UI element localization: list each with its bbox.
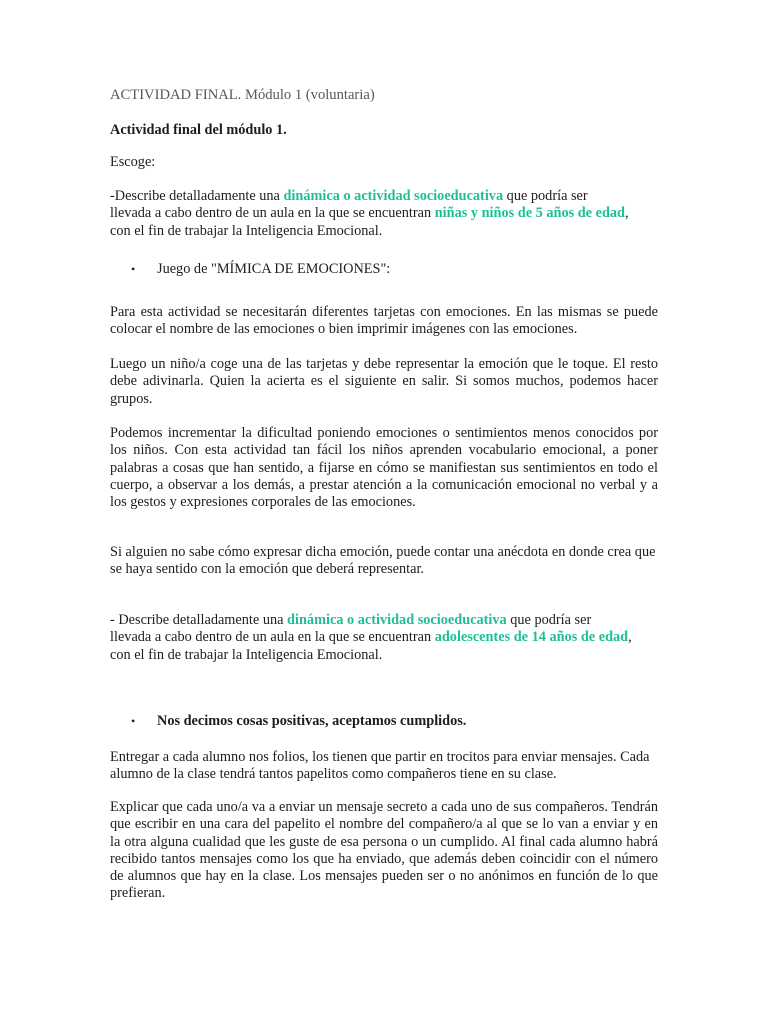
task-1-highlight-age: niñas y niños de 5 años de edad [434, 205, 625, 222]
task-1-prompt [110, 188, 630, 240]
task-1-highlight-activity: dinámica o actividad socioeducativa [283, 188, 504, 204]
task-1-text-a: -Describe detalladamente una [110, 188, 284, 204]
task-2-highlight-activity: dinámica o actividad socioeducativa [287, 612, 507, 628]
paragraph-5: Entregar a cada alumno nos folios, los tienen que partir en trocitos para enviar mensajes. Cada alumno de la clase tendrá tantos papelitos como compañeros tiene en su clase. [110, 749, 650, 783]
task-2-text-a: - Describe detalladamente una [110, 612, 288, 628]
task-2-text-c: , con el fin de trabajar la Inteligencia Emocional. [110, 629, 632, 663]
paragraph-4: Si alguien no sabe cómo expresar dicha emoción, puede contar una anécdota en donde crea que se haya sentido con la emoción que deberá representar. [110, 544, 656, 578]
task-2-prompt [110, 612, 636, 664]
document-header: ACTIVIDAD FINAL. Módulo 1 (voluntaria) [110, 87, 375, 103]
task-2-text-b: que podría ser llevada a cabo dentro de un aula en la que se encuentran [110, 612, 592, 646]
bullet-marker-1: • [131, 262, 136, 276]
paragraph-2: Luego un niño/a coge una de las tarjetas y debe representar la emoción que le toque. El resto debe adivinarla. Quien la acierta es el siguiente en salir. Si somos muchos, podemos hacer grupos. [110, 356, 658, 407]
task-1-text-c: , con el fin de trabajar la Inteligencia Emocional. [110, 205, 629, 239]
task-1-text-b: que podría ser llevada a cabo dentro de un aula en la que se encuentran [110, 188, 588, 222]
document-title: Actividad final del módulo 1. [110, 122, 287, 138]
paragraph-6: Explicar que cada uno/a va a enviar un mensaje secreto a cada uno de sus compañeros. Tendrán que escribir en una cara del papelito el nombre del compañero/a al que se lo van a enviar y en la otra alguna cualidad que les guste de esa persona o un cumplido. Al final cada alumno habrá recibido tantos mensajes como los que ha enviado, que además deben coincidir con el número de alumnos que hay en la clase. Los mensajes pueden ser o no anónimos en función de lo que prefieran. [110, 799, 658, 902]
bullet-heading-2: Nos decimos cosas positivas, aceptamos cumplidos. [157, 713, 467, 729]
bullet-marker-2: • [131, 714, 136, 728]
paragraph-3: Podemos incrementar la dificultad poniendo emociones o sentimientos menos conocidos por los niños. Con esta actividad tan fácil los niños aprenden vocabulario emocional, a poner palabras a cosas que han sentido, a fijarse en cómo se manifiestan sus sentimientos en todo el cuerpo, a observar a los demás, a prestar atención a la comunicación emocional no verbal y a los gestos y expresiones corporales de las emociones. [110, 425, 658, 511]
choose-label: Escoge: [110, 154, 156, 170]
task-2-highlight-age: adolescentes de 14 años de edad [434, 629, 629, 646]
bullet-heading-1: Juego de "MÍMICA DE EMOCIONES": [157, 261, 391, 277]
paragraph-1: Para esta actividad se necesitarán diferentes tarjetas con emociones. En las mismas se puede colocar el nombre de las emociones o bien imprimir imágenes con las emociones. [110, 304, 658, 338]
